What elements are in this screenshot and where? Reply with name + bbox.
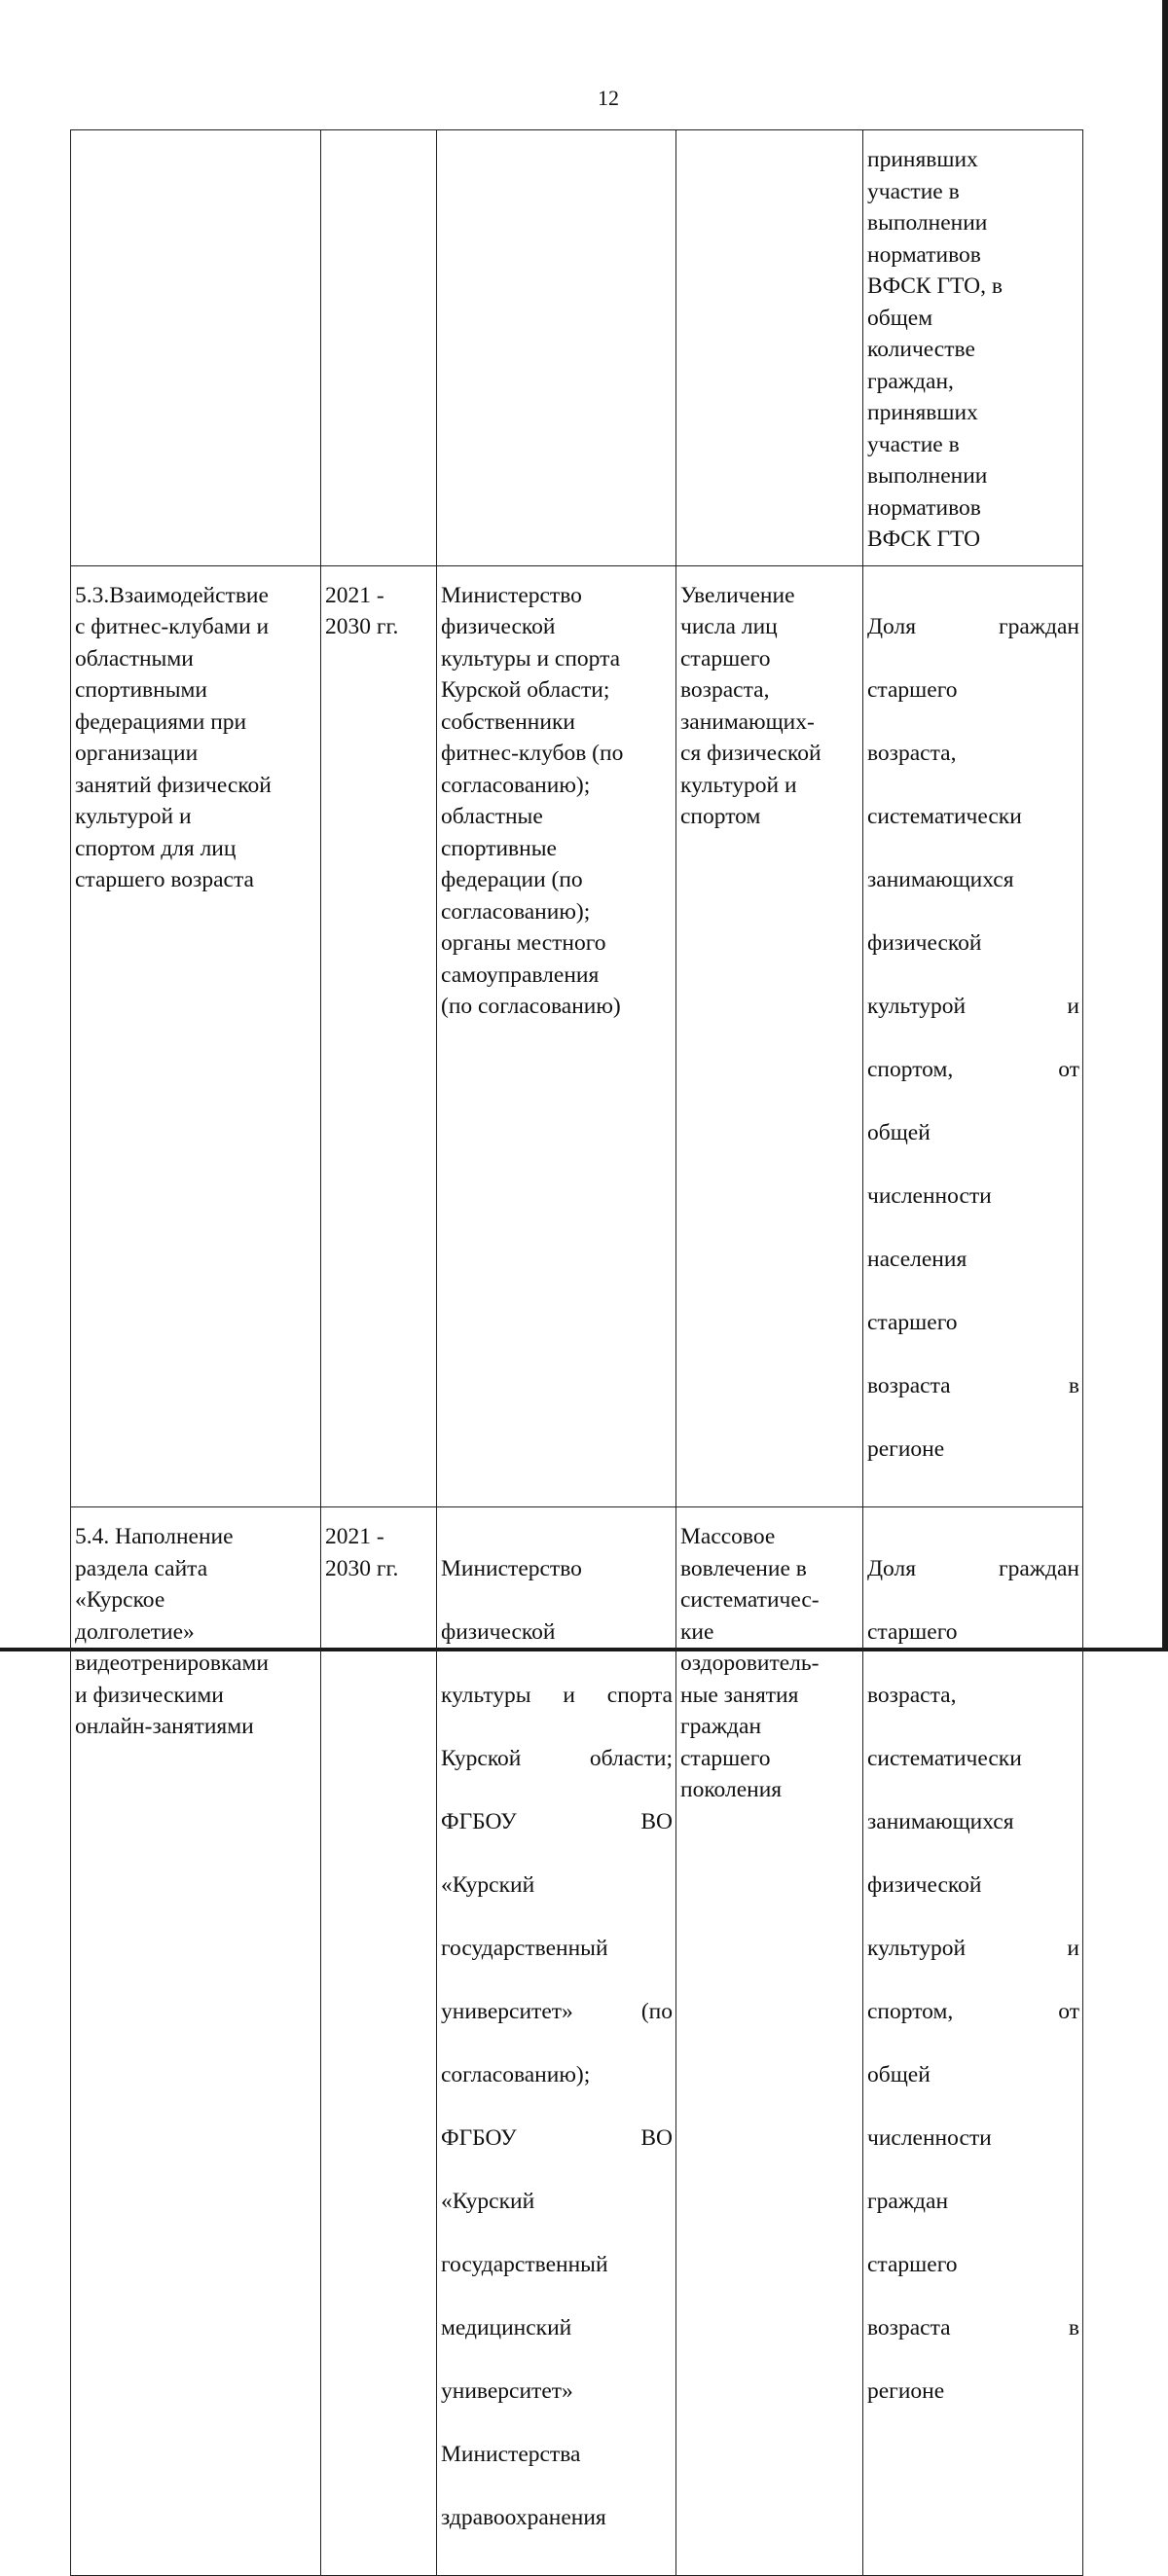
executors-cell (437, 1507, 676, 2576)
executors-line: здравоохранения (441, 2504, 606, 2530)
result-cell: Массовое вовлечение в систематичес- кие оздоровитель- ные занятия граждан старшего поколения (676, 1507, 863, 2576)
period-cell: 2021 - 2030 гг. (321, 1507, 437, 2576)
indicator-line: Доля граждан (867, 1555, 1079, 1581)
executors-line: физической (441, 1618, 556, 1645)
table-row-5-3 (71, 565, 1083, 1507)
executors-line: ФГБОУ ВО (441, 2124, 673, 2151)
indicator-line: старшего (867, 677, 958, 703)
executors-line: Министерство (441, 1555, 582, 1581)
measure-cell (71, 130, 321, 566)
executors-line: Курской области; (441, 1745, 673, 1771)
indicator-line: систематически (867, 1745, 1022, 1771)
indicator-line: старшего (867, 1310, 958, 1335)
indicator-line: культурой и (867, 1935, 1079, 1961)
indicator-line: возраста в (867, 1373, 1079, 1398)
indicator-line: Доля граждан (867, 614, 1079, 639)
indicator-line: граждан (867, 2188, 949, 2214)
result-cell (676, 130, 863, 566)
indicator-line: физической (867, 1871, 982, 1898)
indicator-line: общей (867, 1120, 931, 1145)
indicator-line: общей (867, 2061, 931, 2087)
measures-table (70, 129, 1083, 2576)
indicator-line: возраста, (867, 741, 957, 766)
page-number: 12 (598, 86, 619, 110)
period-cell (321, 130, 437, 566)
period-cell: 2021 - 2030 гг. (321, 565, 437, 1507)
indicator-line: старшего (867, 1618, 958, 1645)
executors-line: университет» (441, 2377, 573, 2404)
executors-line: культуры и спорта (441, 1682, 673, 1708)
table-row-5-4 (71, 1507, 1083, 2576)
indicator-cell (863, 565, 1083, 1507)
indicator-line: старшего (867, 2251, 958, 2277)
indicator-line: физической (867, 930, 982, 956)
measure-cell: 5.4. Наполнение раздела сайта «Курское долголетие» видеотренировками и физическими онлайн-занятиями (71, 1507, 321, 2576)
indicator-line: численности (867, 1183, 992, 1209)
indicator-cell (863, 1507, 1083, 2576)
executors-line: Министерства (441, 2441, 581, 2467)
measure-cell: 5.3.Взаимодействие с фитнес-клубами и областными спортивными федерациями при организации занятий физической культурой и спортом для лиц старшего возраста (71, 565, 321, 1507)
executors-line: медицинский (441, 2314, 572, 2340)
indicator-line: культурой и (867, 994, 1079, 1019)
indicator-line: спортом, от (867, 1998, 1079, 2024)
indicator-line: численности (867, 2124, 992, 2151)
indicator-line: занимающихся (867, 867, 1014, 892)
indicator-line: регионе (867, 2377, 945, 2404)
indicator-line: возраста в (867, 2314, 1079, 2340)
indicator-line: спортом, от (867, 1057, 1079, 1082)
executors-line: «Курский (441, 2188, 535, 2214)
result-cell: Увеличение числа лиц старшего возраста, занимающих- ся физической культурой и спортом (676, 565, 863, 1507)
executors-cell: Министерство физической культуры и спорта Курской области; собственники фитнес-клубов (по согласованию); областные спортивные федерации (по согласованию); органы местного самоуправления (по согласованию) (437, 565, 676, 1507)
indicator-line: населения (867, 1247, 967, 1272)
indicator-line: систематически (867, 804, 1022, 829)
executors-line: государственный (441, 1935, 608, 1961)
executors-line: ФГБОУ ВО (441, 1808, 673, 1834)
indicator-cell: принявших участие в выполнении нормативов ВФСК ГТО, в общем количестве граждан, принявших участие в выполнении нормативов ВФСК ГТО (863, 130, 1083, 566)
executors-line: «Курский (441, 1871, 535, 1898)
executors-line: университет» (по (441, 1998, 673, 2024)
indicator-line: занимающихся (867, 1808, 1014, 1834)
indicator-line: регионе (867, 1436, 945, 1462)
executors-line: согласованию); (441, 2061, 591, 2087)
executors-line: государственный (441, 2251, 608, 2277)
executors-cell (437, 130, 676, 566)
indicator-line: возраста, (867, 1682, 957, 1708)
table-row-continuation (71, 130, 1083, 566)
scan-edge-right (1162, 0, 1168, 1651)
